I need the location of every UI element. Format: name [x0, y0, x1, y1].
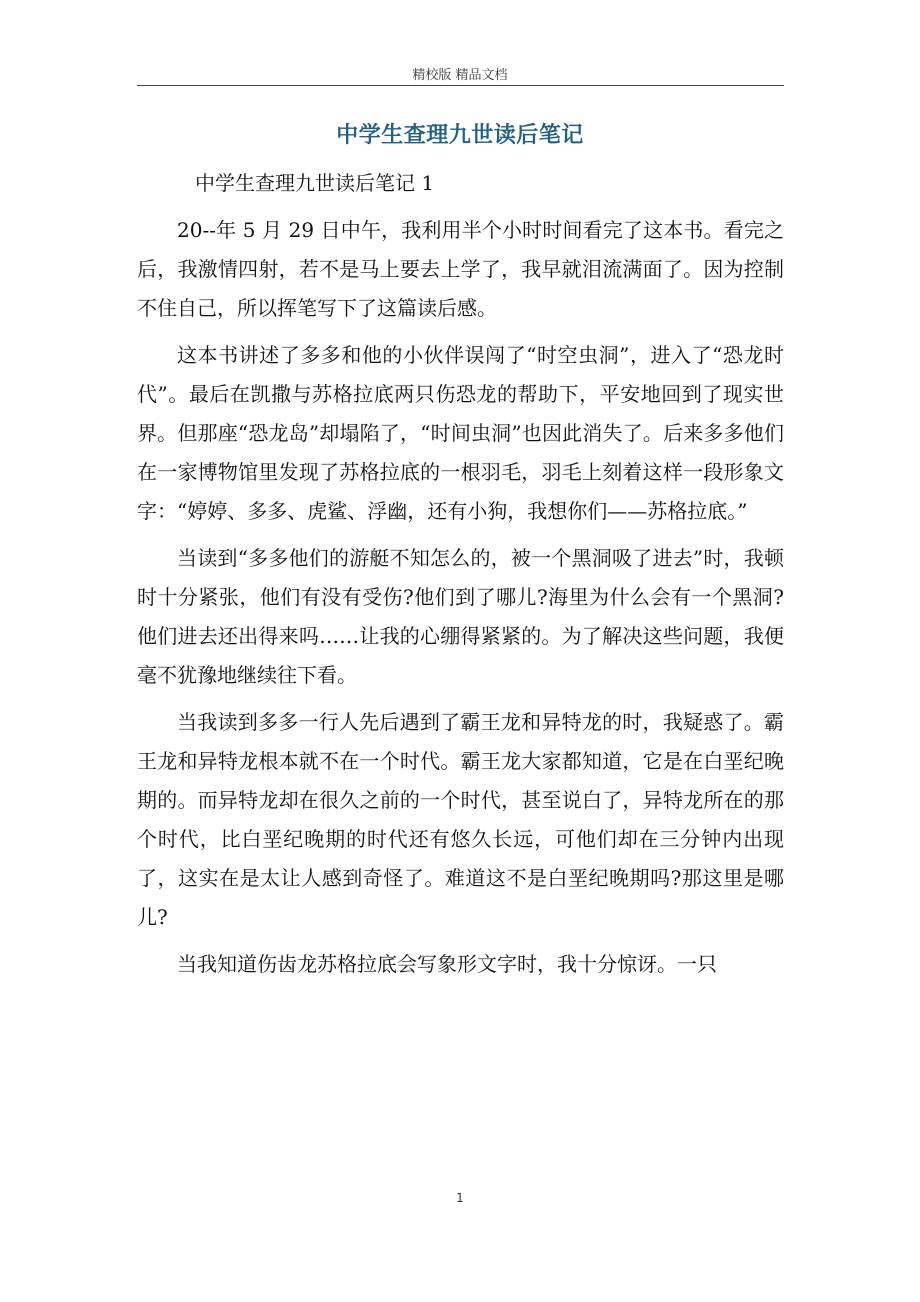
- page-number: 1: [456, 1191, 464, 1205]
- paragraph: 20--年 5 月 29 日中午，我利用半个小时时间看完了这本书。看完之后，我激情四射，若不是马上要去上学了，我早就泪流满面了。因为控制不住自己，所以挥笔写下了这篇读后感。: [137, 218, 784, 320]
- paragraph: 当读到“多多他们的游艇不知怎么的，被一个黑洞吸了进去”时，我顿时十分紧张，他们有没有受伤?他们到了哪儿?海里为什么会有一个黑洞?他们进去还出得来吗……让我的心绷得紧紧的。为了解决这些问题，我便毫不犹豫地继续往下看。: [137, 546, 784, 687]
- paragraph: 当我知道伤齿龙苏格拉底会写象形文字时，我十分惊讶。一只: [177, 952, 717, 976]
- header-divider: [137, 85, 784, 86]
- document-subtitle: 中学生查理九世读后笔记 1: [195, 171, 435, 195]
- page-header: 精校版 精品文档: [412, 68, 508, 83]
- document-title: 中学生查理九世读后笔记: [336, 122, 584, 148]
- paragraph: 这本书讲述了多多和他的小伙伴误闯了“时空虫洞”，进入了“恐龙时代”。最后在凯撒与苏格拉底两只伤恐龙的帮助下，平安地回到了现实世界。但那座“恐龙岛”却塌陷了，“时间虫洞”也因此消失了。后来多多他们在一家博物馆里发现了苏格拉底的一根羽毛，羽毛上刻着这样一段形象文字：“婷婷、多多、虎鲨、浮幽，还有小狗，我想你们——苏格拉底。”: [137, 343, 784, 523]
- document-body: [137, 164, 784, 992]
- paragraph: 当我读到多多一行人先后遇到了霸王龙和异特龙的时，我疑惑了。霸王龙和异特龙根本就不在一个时代。霸王龙大家都知道，它是在白垩纪晚期的。而异特龙却在很久之前的一个时代，甚至说白了，异特龙所在的那个时代，比白垩纪晚期的时代还有悠久长远，可他们却在三分钟内出现了，这实在是太让人感到奇怪了。难道这不是白垩纪晚期吗?那这里是哪儿?: [137, 710, 784, 929]
